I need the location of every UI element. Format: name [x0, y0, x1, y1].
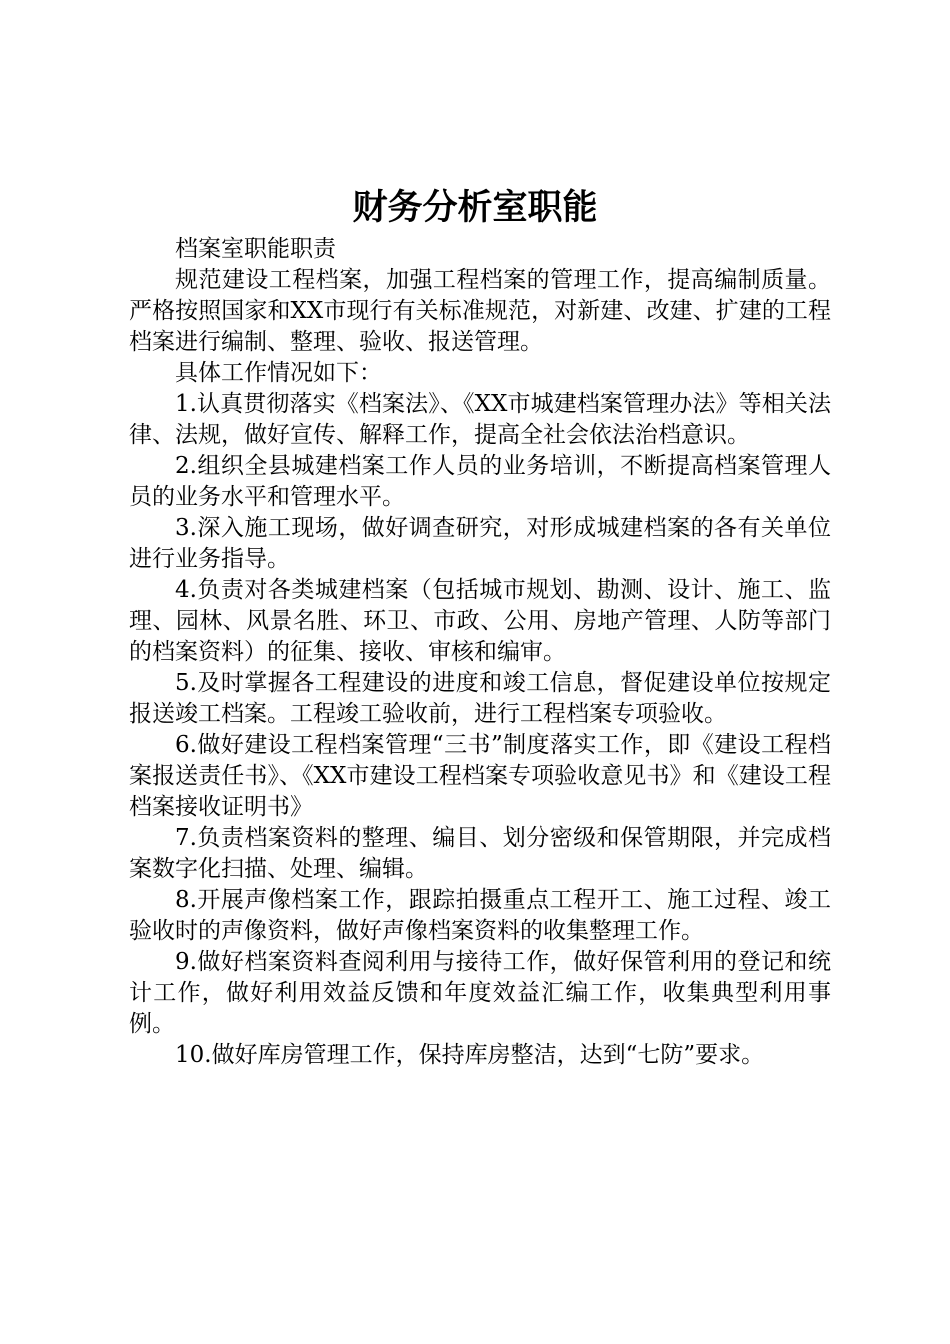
paragraph-intro: 规范建设工程档案，加强工程档案的管理工作，提高编制质量。严格按照国家和XX市现行有关标准规范，对新建、改建、扩建的工程档案进行编制、整理、验收、报送管理。: [129, 267, 831, 355]
document-title: 财务分析室职能: [352, 188, 598, 228]
list-item-4: 4.负责对各类城建档案（包括城市规划、勘测、设计、施工、监理、园林、风景名胜、环卫、市政、公用、房地产管理、人防等部门的档案资料）的征集、接收、审核和编审。: [129, 577, 831, 665]
list-item-1: 1.认真贯彻落实《档案法》、《XX市城建档案管理办法》等相关法律、法规，做好宣传、解释工作，提高全社会依法治档意识。: [129, 391, 831, 448]
list-item-8: 8.开展声像档案工作，跟踪拍摄重点工程开工、施工过程、竣工验收时的声像资料，做好声像档案资料的收集整理工作。: [129, 887, 831, 944]
list-item-2: 2.组织全县城建档案工作人员的业务培训，不断提高档案管理人员的业务水平和管理水平。: [129, 453, 831, 510]
paragraph-lead: 具体工作情况如下：: [175, 360, 382, 386]
list-item-10: 10.做好库房管理工作，保持库房整洁，达到“七防”要求。: [175, 1042, 765, 1068]
document-body: [129, 234, 831, 1071]
list-item-6: 6.做好建设工程档案管理“三书”制度落实工作，即《建设工程档案报送责任书》、《XX市建设工程档案专项验收意见书》和《建设工程档案接收证明书》: [129, 732, 831, 820]
list-item-3: 3.深入施工现场，做好调查研究，对形成城建档案的各有关单位进行业务指导。: [129, 515, 831, 572]
list-item-7: 7.负责档案资料的整理、编目、划分密级和保管期限，并完成档案数字化扫描、处理、编辑。: [129, 825, 831, 882]
list-item-5: 5.及时掌握各工程建设的进度和竣工信息，督促建设单位按规定报送竣工档案。工程竣工验收前，进行工程档案专项验收。: [129, 670, 831, 727]
paragraph-heading: 档案室职能职责: [175, 236, 336, 262]
list-item-9: 9.做好档案资料查阅利用与接待工作，做好保管利用的登记和统计工作，做好利用效益反馈和年度效益汇编工作，收集典型利用事例。: [129, 949, 831, 1037]
